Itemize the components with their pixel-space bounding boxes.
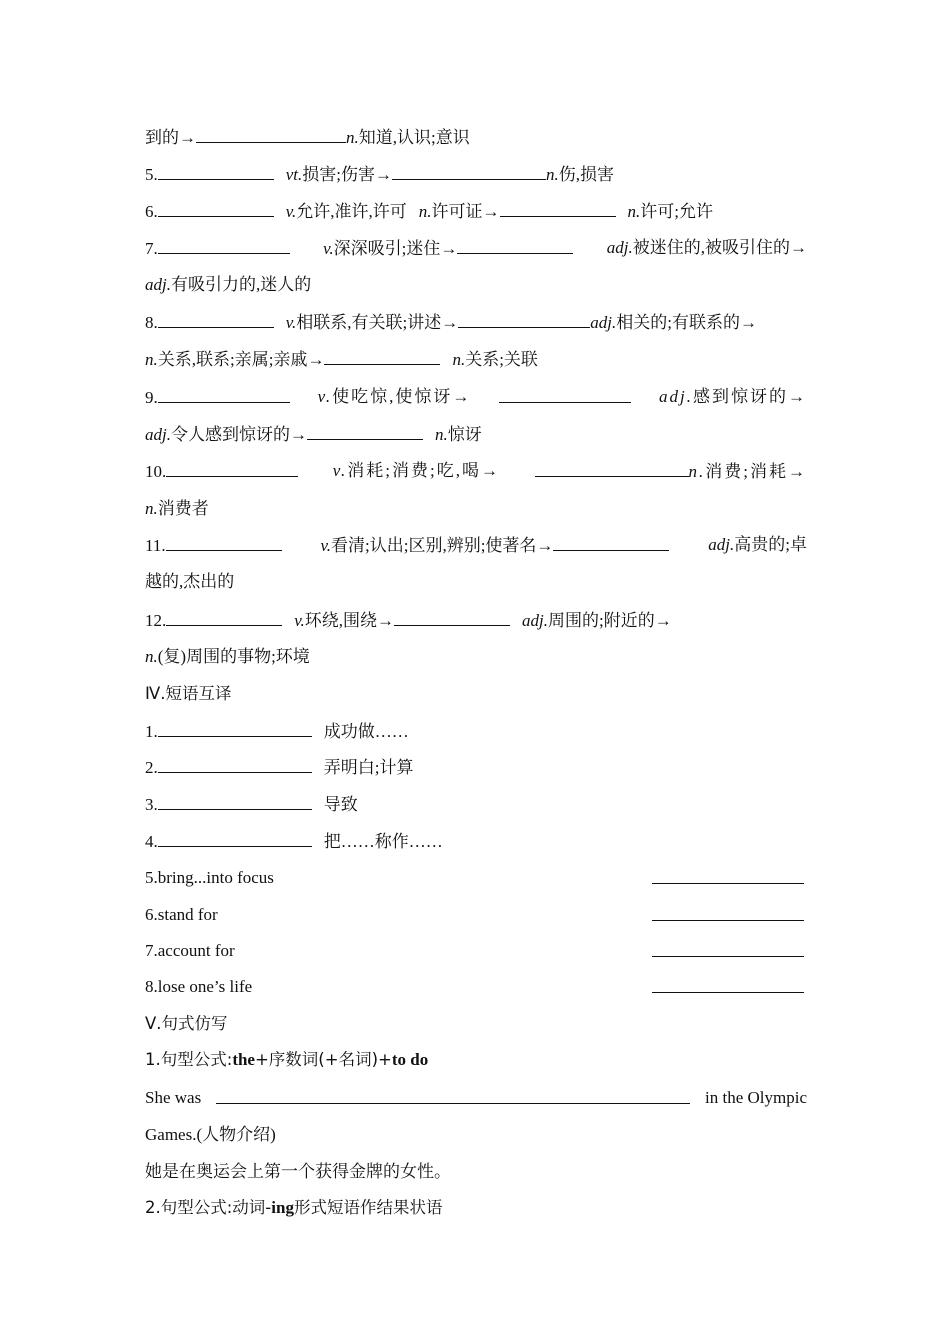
pattern-1-translation: 她是在奥运会上第一个获得金牌的女性。 [145,1162,451,1181]
vocab-line-8b [145,346,807,372]
item-number: 4. [145,832,158,851]
vocab-line-6 [145,198,807,224]
section-5-heading: Ⅴ.句式仿写 [145,1014,228,1033]
pos-tag: n. [145,499,158,518]
answer-blank[interactable] [535,458,689,477]
phrase-en-5 [145,865,807,891]
answer-blank[interactable] [458,309,590,328]
vocab-text: 高贵的;卓 [734,535,807,554]
vocab-text: 越的,杰出的 [145,572,235,591]
phrase-text: 导致 [323,795,358,814]
pos-tag: adj. [708,535,735,554]
answer-blank[interactable] [158,161,274,180]
formula-text: 2.句型公式:动词- [145,1198,272,1217]
formula-text: 形式短语作结果状语 [293,1198,443,1217]
vocab-line-7a [145,235,807,261]
pos-tag: v. [323,239,334,258]
pos-tag: adj. [606,238,633,257]
item-number: 3. [145,795,158,814]
vocab-text: 知道,认识;意识 [358,128,470,147]
pos-tag: n. [346,128,359,147]
phrase-text: 7.account for [145,941,235,960]
pos-tag: n. [688,462,706,481]
vocab-text: (复)周围的事物;环境 [157,647,310,666]
pattern-2-formula [145,1195,807,1221]
pos-tag: v. [332,461,348,480]
pos-tag: v. [317,387,333,406]
pos-tag: n. [452,350,466,369]
vocab-line-10b [145,496,807,522]
formula-text: 1.句型公式: [145,1050,233,1069]
item-number: 12. [145,611,167,630]
pattern-1-formula [145,1047,807,1073]
vocab-text: 深深吸引;迷住→ [333,239,458,258]
answer-blank[interactable] [392,161,546,180]
phrase-text: 8.lose one’s life [145,977,253,996]
answer-blank[interactable] [166,532,282,551]
vocab-text: 被迷住的,被吸引住的→ [632,238,807,257]
sentence-text: Games. [145,1125,197,1144]
vocab-text: 环绕,围绕→ [304,611,395,630]
pos-tag: v. [285,202,297,221]
answer-blank[interactable] [553,532,669,551]
pos-tag: n. [627,202,641,221]
vocab-text: 到的→ [145,128,196,147]
pos-tag: n. [418,202,432,221]
item-number: 2. [145,758,158,777]
pos-tag: vt. [285,165,303,184]
answer-blank[interactable] [652,974,804,993]
vocab-text: 看清;认出;区别,辨别;使著名→ [331,536,554,555]
sentence-note: (人物介绍) [196,1125,276,1144]
item-number: 7. [145,239,158,258]
vocab-text: 消费;消耗→ [705,462,807,481]
vocab-line-11b [145,569,807,595]
vocab-line-5 [145,161,807,187]
vocab-line-10a [145,458,807,484]
answer-blank[interactable] [166,607,282,626]
item-number: 9. [145,388,158,407]
answer-blank[interactable] [499,384,631,403]
vocab-text: 许可;允许 [640,202,714,221]
pos-tag: v. [294,611,305,630]
answer-blank[interactable] [652,865,804,884]
pos-tag: adj. [145,275,171,294]
answer-blank[interactable] [307,421,423,440]
vocab-text: 有吸引力的,迷人的 [170,275,312,294]
phrase-en-8 [145,974,807,1000]
vocab-text: 相联系,有关联;讲述→ [296,313,459,332]
answer-blank[interactable] [652,938,804,957]
pos-tag: n. [145,350,158,369]
vocab-text: 相关的;有联系的→ [616,313,757,332]
answer-blank[interactable] [652,902,804,921]
vocab-text: 损害;伤害→ [302,165,393,184]
answer-blank[interactable] [158,828,312,847]
vocab-text: 许可证→ [431,202,500,221]
item-number: 10. [145,462,167,481]
phrase-text: 成功做…… [323,722,409,741]
pattern-1-sentence [145,1085,807,1111]
answer-blank[interactable] [166,458,298,477]
vocab-line-12a [145,607,807,633]
answer-blank[interactable] [158,754,312,773]
sentence-text: She was [145,1088,202,1107]
phrase-en-6 [145,902,807,928]
answer-blank[interactable] [158,235,290,254]
pos-tag: adj. [590,313,617,332]
formula-keyword: the [232,1050,255,1069]
formula-keyword: ing [271,1198,294,1217]
answer-blank[interactable] [216,1085,690,1104]
phrase-cn-3 [145,791,807,817]
phrase-text: 把……称作…… [323,832,443,851]
vocab-text: 消耗;消费;吃,喝→ [347,461,500,480]
vocab-text: 感到惊讶的→ [692,387,807,406]
vocab-text: 令人感到惊讶的→ [170,425,307,444]
pos-tag: adj. [145,425,171,444]
vocab-text: 使吃惊,使惊讶→ [332,387,472,406]
answer-blank[interactable] [158,718,312,737]
item-number: 1. [145,722,158,741]
phrase-cn-4 [145,828,807,854]
phrase-cn-1 [145,718,807,744]
item-number: 11. [145,536,166,555]
pos-tag: adj. [658,387,693,406]
formula-text: +序数词(+名词)+ [254,1050,392,1069]
phrase-text: 6.stand for [145,905,218,924]
pos-tag: n. [434,425,448,444]
sentence-text: in the Olympic [705,1088,807,1107]
vocab-text: 周围的;附近的→ [548,611,672,630]
answer-blank[interactable] [158,198,274,217]
vocab-line-7b [145,272,807,298]
answer-blank[interactable] [158,309,274,328]
item-number: 8. [145,313,158,332]
phrase-cn-2 [145,754,807,780]
phrase-en-7 [145,938,807,964]
pos-tag: adj. [522,611,549,630]
answer-blank[interactable] [158,384,290,403]
pos-tag: v. [285,313,297,332]
pos-tag: n. [546,165,559,184]
vocab-line-9b [145,421,807,447]
pattern-1-sentence-cont [145,1122,807,1148]
formula-keyword: to do [391,1050,429,1069]
item-number: 6. [145,202,158,221]
pos-tag: n. [145,647,158,666]
vocab-line-8a [145,309,807,335]
vocab-text: 允许,准许,许可 [296,202,407,221]
phrase-text: 5.bring...into focus [145,868,274,887]
pos-tag: v. [320,536,332,555]
vocab-text: 消费者 [157,499,209,518]
vocab-line-4b [145,124,807,150]
vocab-text: 关系;关联 [465,350,538,369]
answer-blank[interactable] [457,235,573,254]
answer-blank[interactable] [394,607,510,626]
item-number: 5. [145,165,158,184]
section-4-heading: Ⅳ.短语互译 [145,684,232,703]
vocab-line-9a [145,384,807,410]
vocab-line-12b [145,644,807,670]
vocab-text: 关系,联系;亲属;亲戚→ [157,350,325,369]
vocab-text: 惊讶 [447,425,482,444]
vocab-text: 伤,损害 [558,165,615,184]
phrase-text: 弄明白;计算 [323,758,414,777]
answer-blank[interactable] [196,124,346,143]
vocab-line-11a [145,532,807,558]
answer-blank[interactable] [500,198,616,217]
answer-blank[interactable] [158,791,312,810]
answer-blank[interactable] [324,346,440,365]
